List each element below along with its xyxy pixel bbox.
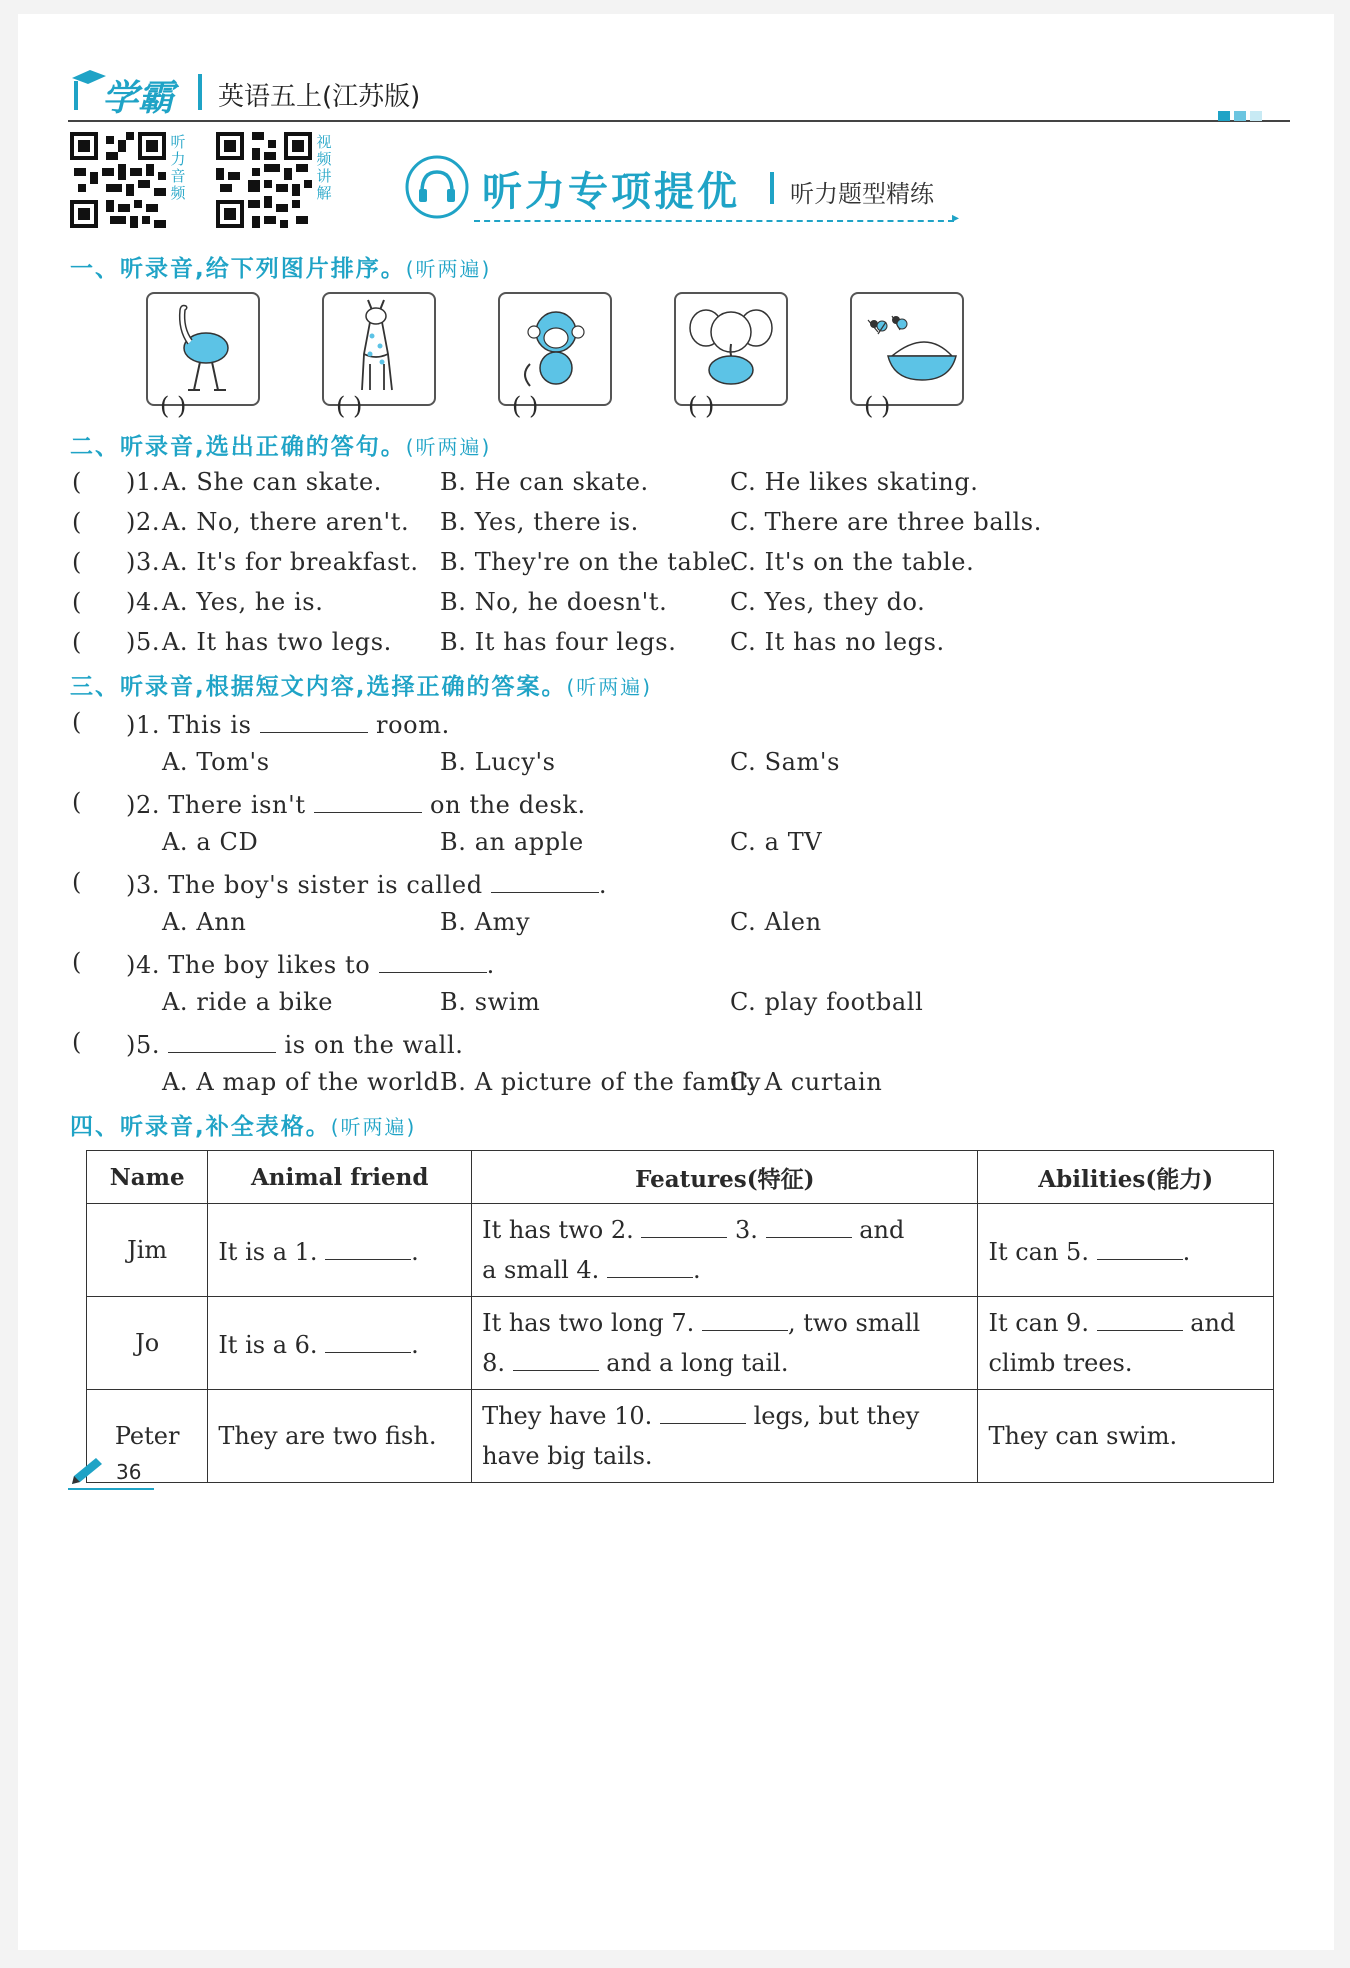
question-number: )3.: [126, 548, 161, 576]
option-b[interactable]: B. It has four legs.: [440, 628, 677, 656]
picture-monkey: [498, 292, 612, 406]
option-a[interactable]: A. ride a bike: [162, 988, 334, 1016]
qr-code-video[interactable]: [216, 132, 312, 228]
fill-blank[interactable]: [325, 1235, 411, 1260]
ants-and-rice-icon: [852, 294, 962, 404]
question-number: )1.: [126, 468, 161, 496]
option-c[interactable]: C. Alen: [730, 908, 822, 936]
answer-blank-4[interactable]: ( ): [688, 392, 715, 420]
option-a[interactable]: A. She can skate.: [162, 468, 383, 496]
table-row: [87, 1204, 1274, 1297]
question-number: )4.: [126, 588, 161, 616]
cell-abilities: They can swim.: [978, 1390, 1274, 1483]
fill-blank[interactable]: [660, 1399, 746, 1424]
option-a[interactable]: A. It's for breakfast.: [162, 548, 419, 576]
fill-blank[interactable]: [1097, 1306, 1183, 1331]
banner-subtitle: 听力题型精练: [790, 180, 934, 208]
option-c[interactable]: C. It's on the table.: [730, 548, 975, 576]
section3-question-4: )4. The boy likes to .: [126, 948, 495, 979]
fill-blank[interactable]: [260, 708, 368, 733]
picture-elephant: [674, 292, 788, 406]
option-c[interactable]: C. He likes skating.: [730, 468, 979, 496]
option-b[interactable]: B. A picture of the family: [440, 1068, 762, 1096]
ostrich-icon: [148, 294, 258, 404]
cell-abilities: It can 5. .: [978, 1204, 1274, 1297]
header-animal-friend: Animal friend: [208, 1151, 472, 1204]
fill-blank[interactable]: [1097, 1235, 1183, 1260]
banner-title: 听力专项提优: [482, 169, 740, 215]
question-number: )5.: [126, 628, 161, 656]
option-c[interactable]: C. Sam's: [730, 748, 840, 776]
section3-question-1: )1. This is room.: [126, 708, 450, 739]
section3-question-2: )2. There isn't on the desk.: [126, 788, 586, 819]
option-b[interactable]: B. an apple: [440, 828, 584, 856]
pencil-icon: [68, 1454, 110, 1484]
header-squares: [1218, 106, 1262, 125]
section1-title: 一、听录音,给下列图片排序。(听两遍): [70, 256, 492, 282]
answer-paren[interactable]: (: [72, 788, 82, 816]
answer-paren[interactable]: (: [72, 508, 82, 536]
fill-blank[interactable]: [513, 1346, 599, 1371]
cell-animal-friend: They are two fish.: [208, 1390, 472, 1483]
cell-animal-friend: It is a 6. .: [208, 1297, 472, 1390]
header-rule: [68, 120, 1290, 122]
option-c[interactable]: C. a TV: [730, 828, 823, 856]
arrow-icon: ▸: [952, 210, 960, 226]
option-b[interactable]: B. He can skate.: [440, 468, 649, 496]
answer-paren[interactable]: (: [72, 588, 82, 616]
elephant-icon: [676, 294, 786, 404]
fill-blank[interactable]: [641, 1213, 727, 1238]
fill-in-table: [86, 1150, 1274, 1483]
cell-features: It has two 2. 3. and a small 4. .: [472, 1204, 978, 1297]
option-a[interactable]: A. a CD: [162, 828, 259, 856]
option-c[interactable]: C. play football: [730, 988, 924, 1016]
workbook-page: [18, 14, 1334, 1950]
answer-paren[interactable]: (: [72, 628, 82, 656]
table-row: [87, 1390, 1274, 1483]
fill-blank[interactable]: [766, 1213, 852, 1238]
cell-name: Jim: [87, 1204, 208, 1297]
option-b[interactable]: B. Yes, there is.: [440, 508, 639, 536]
cell-name: Peter: [87, 1390, 208, 1483]
answer-blank-2[interactable]: ( ): [336, 392, 363, 420]
page-number: 36: [116, 1460, 142, 1484]
footer-rule: [68, 1488, 154, 1490]
cell-animal-friend: It is a 1. .: [208, 1204, 472, 1297]
option-b[interactable]: B. swim: [440, 988, 541, 1016]
answer-blank-3[interactable]: ( ): [512, 392, 539, 420]
table-header-row: [87, 1151, 1274, 1204]
qr-label-video: 视频讲解: [316, 133, 332, 202]
section3-question-5: )5. is on the wall.: [126, 1028, 463, 1059]
qr-code-icon: [216, 132, 312, 228]
qr-code-audio[interactable]: [70, 132, 166, 228]
option-b[interactable]: B. They're on the table.: [440, 548, 740, 576]
picture-giraffe: [322, 292, 436, 406]
answer-blank-1[interactable]: ( ): [160, 392, 187, 420]
option-c[interactable]: C. Yes, they do.: [730, 588, 926, 616]
section4-title: 四、听录音,补全表格。(听两遍): [70, 1114, 417, 1140]
option-a[interactable]: A. It has two legs.: [162, 628, 392, 656]
section3-question-3: )3. The boy's sister is called .: [126, 868, 607, 899]
option-a[interactable]: A. Tom's: [162, 748, 270, 776]
header-features: Features(特征): [472, 1151, 978, 1204]
header-name: Name: [87, 1151, 208, 1204]
answer-paren[interactable]: (: [72, 868, 82, 896]
fill-blank[interactable]: [314, 788, 422, 813]
header-divider: [198, 74, 202, 110]
cell-abilities: It can 9. and climb trees.: [978, 1297, 1274, 1390]
cell-features: They have 10. legs, but they have big tails.: [472, 1390, 978, 1483]
answer-paren[interactable]: (: [72, 468, 82, 496]
fill-blank[interactable]: [607, 1253, 693, 1278]
section3-title: 三、听录音,根据短文内容,选择正确的答案。(听两遍): [70, 674, 653, 700]
fill-blank[interactable]: [325, 1328, 411, 1353]
cell-features: It has two long 7. , two small 8. and a long tail.: [472, 1297, 978, 1390]
header: [68, 64, 1288, 124]
answer-paren[interactable]: (: [72, 1028, 82, 1056]
table-row: [87, 1297, 1274, 1390]
answer-paren[interactable]: (: [72, 548, 82, 576]
banner-divider: [770, 172, 774, 204]
monkey-icon: [500, 294, 610, 404]
option-a[interactable]: A. A map of the world: [162, 1068, 440, 1096]
picture-ostrich: [146, 292, 260, 406]
giraffe-icon: [324, 294, 434, 404]
section2-title: 二、听录音,选出正确的答句。(听两遍): [70, 434, 492, 460]
headphones-icon: [404, 154, 470, 220]
option-b[interactable]: B. Lucy's: [440, 748, 556, 776]
option-a[interactable]: A. Yes, he is.: [162, 588, 324, 616]
header-abilities: Abilities(能力): [978, 1151, 1274, 1204]
option-c[interactable]: C. There are three balls.: [730, 508, 1042, 536]
option-c[interactable]: C. It has no legs.: [730, 628, 945, 656]
option-a[interactable]: A. No, there aren't.: [162, 508, 410, 536]
banner-underline: [474, 220, 954, 222]
option-c[interactable]: C. A curtain: [730, 1068, 883, 1096]
fill-blank[interactable]: [702, 1306, 788, 1331]
fill-blank[interactable]: [491, 868, 599, 893]
answer-paren[interactable]: (: [72, 948, 82, 976]
answer-paren[interactable]: (: [72, 708, 82, 736]
fill-blank[interactable]: [168, 1028, 276, 1053]
fill-blank[interactable]: [379, 948, 487, 973]
qr-label-audio: 听力音频: [170, 133, 186, 202]
question-number: )2.: [126, 508, 161, 536]
option-a[interactable]: A. Ann: [162, 908, 247, 936]
option-b[interactable]: B. Amy: [440, 908, 531, 936]
qr-code-icon: [70, 132, 166, 228]
cell-name: Jo: [87, 1297, 208, 1390]
option-b[interactable]: B. No, he doesn't.: [440, 588, 668, 616]
book-title: 英语五上(江苏版): [218, 82, 421, 112]
brand-logo: 学霸: [102, 78, 175, 119]
picture-ants-rice: [850, 292, 964, 406]
answer-blank-5[interactable]: ( ): [864, 392, 891, 420]
